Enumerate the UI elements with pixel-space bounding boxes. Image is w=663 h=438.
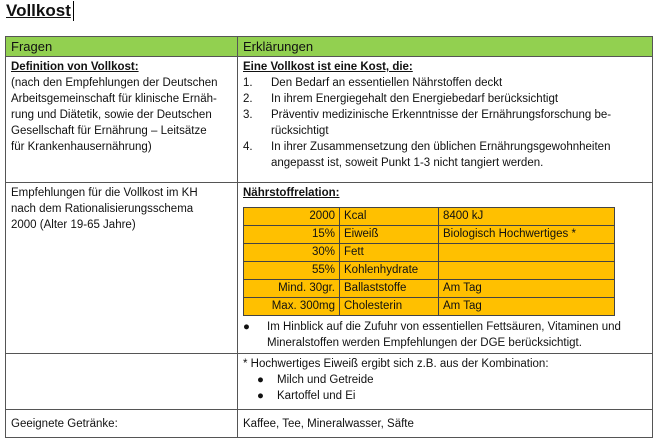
nutrient-note: Am Tag bbox=[439, 298, 615, 316]
table-row bbox=[6, 183, 653, 354]
definition-line: Gesellschaft für Ernährung – Leitsätze bbox=[11, 125, 207, 137]
nutrient-name: Eiweiß bbox=[340, 226, 439, 244]
nutrient-value: 2000 bbox=[244, 208, 340, 226]
dge-line: Im Hinblick auf die Zufuhr von essentiellen Fettsäuren, Vitaminen und bbox=[267, 321, 621, 333]
nutrient-name: Fett bbox=[340, 244, 439, 262]
recommendation-line: Empfehlungen für die Vollkost im KH bbox=[11, 187, 198, 199]
nutrient-row bbox=[244, 262, 615, 280]
nutrient-row bbox=[244, 298, 615, 316]
table-row bbox=[6, 354, 653, 410]
nutrient-name: Kohlenhydrate bbox=[340, 262, 439, 280]
nutrient-row bbox=[244, 208, 615, 226]
nutrient-value: 55% bbox=[244, 262, 340, 280]
definition-line: Arbeitsgemeinschaft für klinische Ernäh- bbox=[11, 93, 217, 105]
definition-line: rung und Diätetik, sowie der Deutschen bbox=[11, 109, 212, 121]
header-fragen: Fragen bbox=[6, 37, 238, 57]
combo-list bbox=[243, 372, 647, 404]
bullet-icon: ● bbox=[243, 321, 250, 333]
bullet-icon: ● bbox=[257, 374, 264, 386]
nutrient-heading: Nährstoffrelation: bbox=[243, 187, 340, 199]
recommendation-line: nach dem Rationalisierungsschema bbox=[11, 203, 194, 215]
item-number: 3. bbox=[243, 109, 253, 121]
recommendation-line: 2000 (Alter 19-65 Jahre) bbox=[11, 219, 136, 231]
nutrient-value: Mind. 30gr. bbox=[244, 280, 340, 298]
nutrient-table bbox=[243, 207, 615, 316]
item-text: angepasst ist, soweit Punkt 1-3 nicht tangiert werden. bbox=[271, 157, 544, 169]
item-text: In ihrer Zusammensetzung den üblichen Ernährungsgewohnheiten bbox=[271, 141, 611, 153]
item-text: Den Bedarf an essentiellen Nährstoffen deckt bbox=[271, 77, 503, 89]
definition-heading: Definition von Vollkost: bbox=[11, 61, 139, 73]
definition-line: (nach den Empfehlungen der Deutschen bbox=[11, 77, 218, 89]
item-number: 4. bbox=[243, 141, 253, 153]
definition-line: für Krankenhausernährung) bbox=[11, 141, 152, 153]
nutrient-row bbox=[244, 244, 615, 262]
definition-cell bbox=[6, 57, 238, 183]
list-item bbox=[243, 372, 647, 388]
combo-text: Milch und Getreide bbox=[277, 374, 374, 386]
nutrient-row bbox=[244, 226, 615, 244]
protein-note-cell bbox=[238, 354, 653, 410]
explanation-cell bbox=[238, 57, 653, 183]
list-item bbox=[243, 388, 647, 404]
item-text: Präventiv medizinische Erkenntnisse der Ernährungsforschung be- bbox=[271, 109, 612, 121]
list-item bbox=[243, 107, 647, 139]
document-title: Vollkost bbox=[6, 1, 74, 21]
recommendation-cell bbox=[6, 183, 238, 354]
list-item bbox=[243, 319, 647, 351]
nutrient-note: Biologisch Hochwertiges * bbox=[439, 226, 615, 244]
dge-note bbox=[243, 319, 647, 351]
list-item bbox=[243, 91, 647, 107]
nutrient-note bbox=[439, 262, 615, 280]
item-number: 2. bbox=[243, 93, 253, 105]
table-header-row bbox=[6, 37, 653, 57]
table-row bbox=[6, 410, 653, 438]
item-number: 1. bbox=[243, 77, 253, 89]
nutrient-note bbox=[439, 244, 615, 262]
header-erklaerungen: Erklärungen bbox=[238, 37, 653, 57]
vollkost-heading: Eine Vollkost ist eine Kost, die: bbox=[243, 61, 413, 73]
nutrient-name: Cholesterin bbox=[340, 298, 439, 316]
nutrient-name: Ballaststoffe bbox=[340, 280, 439, 298]
table-row bbox=[6, 57, 653, 183]
nutrient-name: Kcal bbox=[340, 208, 439, 226]
drinks-label: Geeignete Getränke: bbox=[6, 410, 238, 438]
nutrient-value: Max. 300mg bbox=[244, 298, 340, 316]
empty-cell bbox=[6, 354, 238, 410]
item-text: In ihrem Energiegehalt den Energiebedarf berücksichtigt bbox=[271, 93, 559, 105]
nutrient-note: 8400 kJ bbox=[439, 208, 615, 226]
combo-text: Kartoffel und Ei bbox=[277, 390, 356, 402]
list-item bbox=[243, 139, 647, 171]
criteria-list bbox=[243, 75, 647, 171]
nutrient-value: 15% bbox=[244, 226, 340, 244]
item-text: rücksichtigt bbox=[271, 125, 329, 137]
nutrient-note: Am Tag bbox=[439, 280, 615, 298]
nutrient-value: 30% bbox=[244, 244, 340, 262]
nutrient-row bbox=[244, 280, 615, 298]
protein-note: * Hochwertiges Eiweiß ergibt sich z.B. aus der Kombination: bbox=[243, 358, 549, 370]
drinks-value: Kaffee, Tee, Mineralwasser, Säfte bbox=[238, 410, 653, 438]
nutrient-cell bbox=[238, 183, 653, 354]
list-item bbox=[243, 75, 647, 91]
bullet-icon: ● bbox=[257, 390, 264, 402]
dge-line: Mineralstoffen werden Empfehlungen der DGE berücksichtigt. bbox=[267, 337, 582, 349]
content-table bbox=[5, 36, 653, 438]
